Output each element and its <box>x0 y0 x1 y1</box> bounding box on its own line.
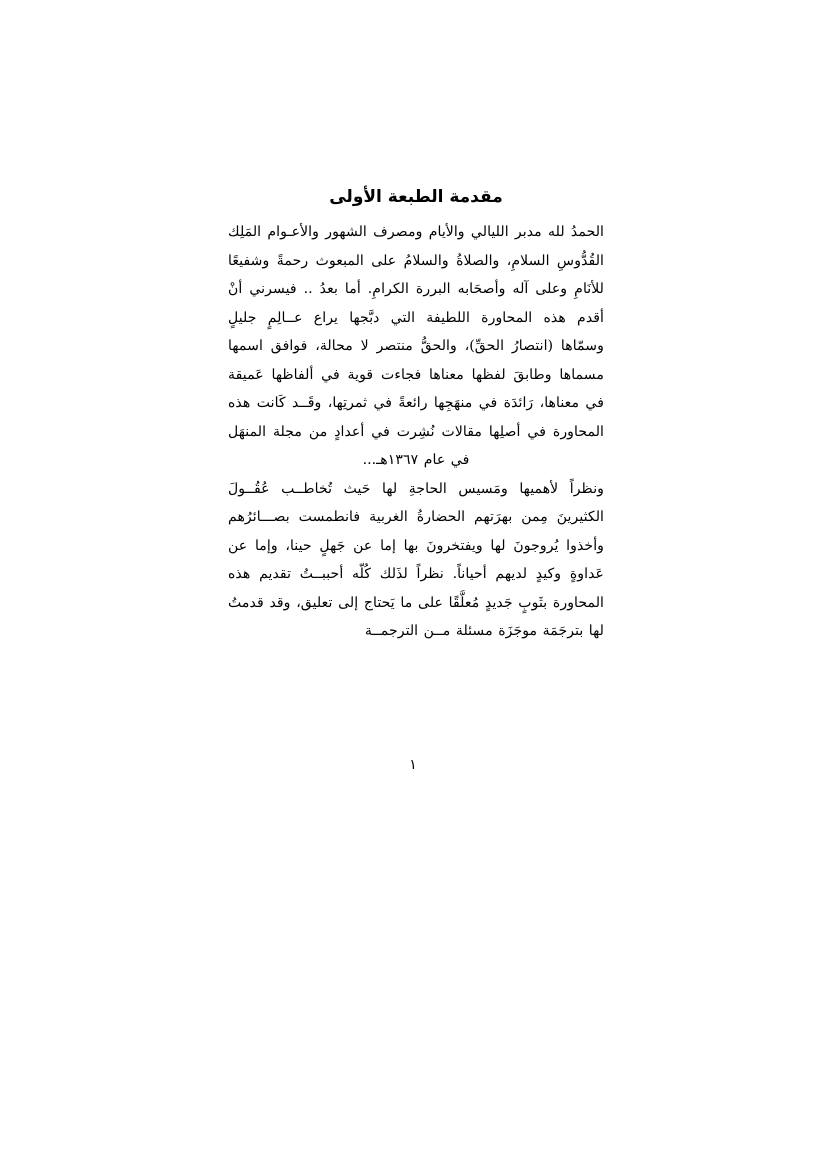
body-paragraph-2: ونظراً لأهميها ومَسيس الحاجةِ لها حَيث تُخاطــب عُقُــولَ الكثيرينَ مِمن بهرَتهم الحضارةُ الغربية فانطمست بصـــائرُهم وأخذوا يُروجونَ لها ويفتخرونَ بها إما عن جَهلٍ حينا، وإما عن عَداوةٍ وكيدٍ لديهم أحياناً. نظراً لذَلك كُلّه أحببــتُ تقديم هذه المحاورة بثَوبٍ جَديدٍ مُعلَّقًا على ما يَحتاج إلى تعليق، وقد قدمتُ لها بترجَمَة موجَزَة مسئلة مــن الترجمــة <box>228 480 604 640</box>
page-title: مقدمة الطبعة الأولى <box>329 187 503 207</box>
page-number: ١ <box>409 757 417 773</box>
page-content <box>228 186 604 646</box>
body-paragraph-1: الحمدُ لله مدبر الليالي والأيام ومصرف الشهور والأعـوام المَلِك القُدُّوسِ السلامِ، والصلاةُ والسلامُ على المبعوث رحمةً وشفيعًا للأنَامِ وعلى آله وأصحَابه البررة الكرامِ. أما بعدُ .. فيسرني أنْ أقدم هذه المحاورة اللطيفة التي دبَّجها يراع عــالِمٍ جليلٍ وسمّاها (انتصارُ الحقِّ)، والحقُّ منتصر لا محالة، فوافق اسمها مسماها وطابقَ لفظها معناها فجاءت قوية في ألفاظها عَميقة في معناها، رَائدَة في منهَجِها رائعةً في ثمرتِها، وقَــد كَانت هذه المحاورة في أصلِها مقالات نُشِرت في أعدادٍ من مجلة المنهَل في عام ١٣٦٧هـ... <box>228 224 604 469</box>
